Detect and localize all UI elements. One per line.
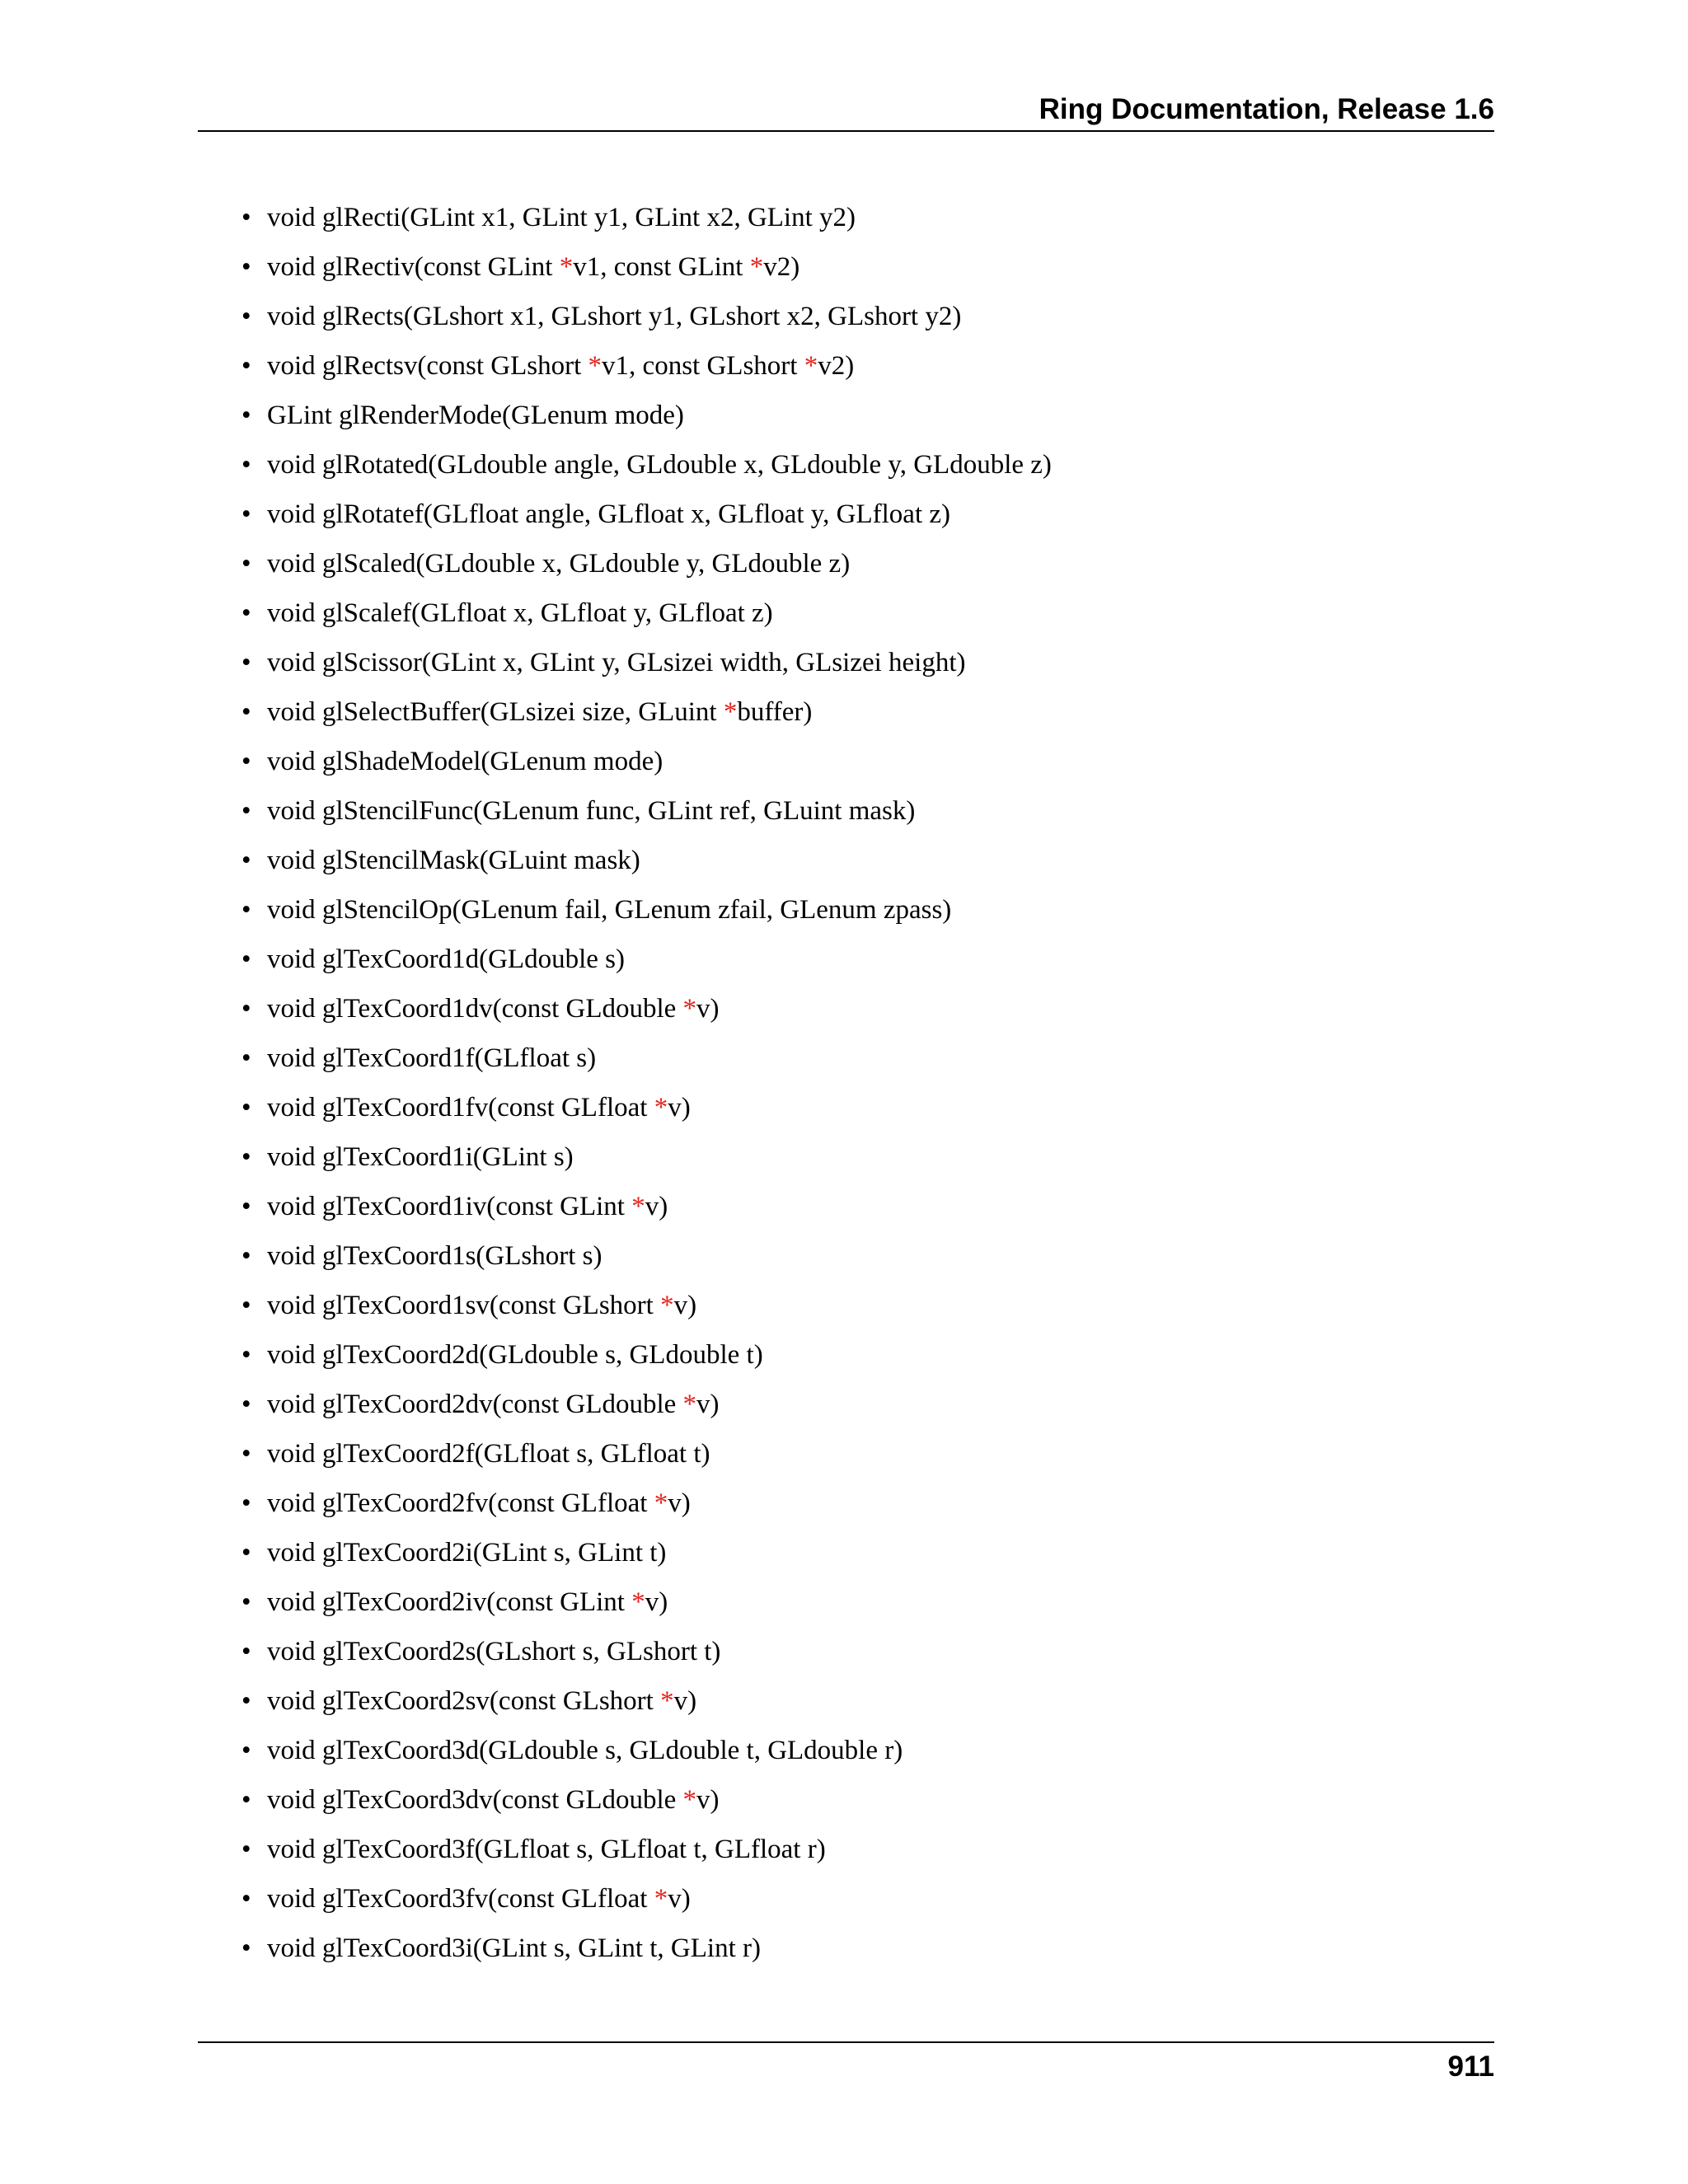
bullet-icon: • [241,499,251,529]
function-signature [267,1038,596,1079]
pointer-star: * [660,1686,674,1716]
function-signature [267,395,684,436]
signature-text: v) [696,994,720,1024]
function-signature [267,741,663,782]
bullet-icon: • [241,1093,251,1122]
signature-text: v) [668,1884,691,1914]
signature-text: void glRotatef(GLfloat angle, GLfloat x, GLfloat y, GLfloat z) [267,499,951,529]
function-signature [267,1483,691,1524]
bullet-icon: • [241,1835,251,1864]
function-signature [267,1532,666,1573]
signature-text: void glTexCoord2i(GLint s, GLint t) [267,1538,667,1568]
bullet-icon: • [241,401,251,430]
function-signature [267,790,915,832]
pointer-star: * [588,351,603,381]
bullet-icon: • [241,1933,251,1963]
bullet-icon: • [241,1340,251,1370]
pointer-star: * [631,1587,645,1617]
bullet-icon: • [241,450,251,480]
bullet-icon: • [241,1241,251,1271]
bullet-icon: • [241,1439,251,1469]
bullet-icon: • [241,252,251,282]
signature-text: void glTexCoord2fv(const GLfloat [267,1488,654,1518]
signature-text: v) [668,1093,691,1122]
bullet-icon: • [241,598,251,628]
signature-text: void glTexCoord1f(GLfloat s) [267,1043,597,1073]
signature-text: void glTexCoord3fv(const GLfloat [267,1884,654,1914]
signature-text: v) [696,1390,720,1419]
bullet-icon: • [241,1043,251,1073]
signature-text: void glTexCoord1d(GLdouble s) [267,944,625,974]
bullet-icon: • [241,1785,251,1815]
page-header-title: Ring Documentation, Release 1.6 [1039,93,1494,125]
function-signature [267,296,961,337]
function-signature [267,1779,720,1821]
function-signature [267,1235,603,1277]
signature-text: void glTexCoord1sv(const GLshort [267,1291,661,1320]
bullet-icon: • [241,1538,251,1568]
function-signature [267,1087,691,1128]
signature-text: v2) [763,252,800,282]
signature-text: void glScissor(GLint x, GLint y, GLsizei width, GLsizei height) [267,648,966,677]
signature-text: void glTexCoord2d(GLdouble s, GLdouble t) [267,1340,763,1370]
bullet-icon: • [241,846,251,875]
signature-text: v1, const GLshort [602,351,804,381]
function-signature [267,1285,696,1326]
signature-text: v) [673,1686,697,1716]
function-signature [267,1631,720,1672]
signature-text: void glTexCoord3dv(const GLdouble [267,1785,683,1815]
bullet-icon: • [241,796,251,826]
bullet-icon: • [241,1142,251,1172]
function-signature [267,1582,668,1623]
pointer-star: * [654,1884,668,1914]
bullet-icon: • [241,697,251,727]
header-divider [198,130,1494,132]
bullet-icon: • [241,1488,251,1518]
signature-text: v) [673,1291,697,1320]
bullet-icon: • [241,1637,251,1666]
signature-text: void glTexCoord3d(GLdouble s, GLdouble t, GLdouble r) [267,1736,903,1765]
function-signature [267,889,951,930]
pointer-star: * [654,1488,668,1518]
signature-text: void glStencilOp(GLenum fail, GLenum zfail, GLenum zpass) [267,895,952,925]
function-signature [267,246,799,288]
signature-text: GLint glRenderMode(GLenum mode) [267,401,684,430]
bullet-icon: • [241,1736,251,1765]
signature-text: void glTexCoord1iv(const GLint [267,1192,632,1221]
bullet-icon: • [241,944,251,974]
bullet-icon: • [241,1192,251,1221]
function-signature [267,939,625,980]
function-signature [267,197,856,238]
signature-text: buffer) [737,697,813,727]
signature-text: void glScaled(GLdouble x, GLdouble y, GLdouble z) [267,549,851,579]
signature-text: void glStencilFunc(GLenum func, GLint ref, GLuint mask) [267,796,916,826]
signature-text: void glTexCoord1dv(const GLdouble [267,994,683,1024]
signature-text: void glStencilMask(GLuint mask) [267,846,640,875]
bullet-icon: • [241,1884,251,1914]
function-signature [267,1334,763,1376]
signature-text: void glTexCoord2s(GLshort s, GLshort t) [267,1637,721,1666]
signature-text: v2) [818,351,855,381]
bullet-icon: • [241,994,251,1024]
signature-text: void glTexCoord2sv(const GLshort [267,1686,661,1716]
pointer-star: * [682,1390,697,1419]
signature-text: void glTexCoord1i(GLint s) [267,1142,574,1172]
function-signature [267,1878,691,1919]
signature-text: void glSelectBuffer(GLsizei size, GLuint [267,697,724,727]
signature-text: void glRectiv(const GLint [267,252,560,282]
function-signature [267,840,640,881]
page-number: 911 [1447,2050,1494,2083]
signature-text: void glTexCoord2dv(const GLdouble [267,1390,683,1419]
pointer-star: * [654,1093,668,1122]
bullet-icon: • [241,1587,251,1617]
function-signature [267,543,850,584]
function-signature [267,691,812,733]
function-signature [267,1137,574,1178]
signature-text: v) [696,1785,720,1815]
bullet-icon: • [241,895,251,925]
signature-text: v) [668,1488,691,1518]
pointer-star: * [804,351,818,381]
signature-text: void glRotated(GLdouble angle, GLdouble x, GLdouble y, GLdouble z) [267,450,1052,480]
pointer-star: * [749,252,764,282]
pointer-star: * [631,1192,645,1221]
signature-text: void glTexCoord3f(GLfloat s, GLfloat t, GLfloat r) [267,1835,826,1864]
signature-text: void glTexCoord3i(GLint s, GLint t, GLint r) [267,1933,761,1963]
function-signature [267,444,1052,485]
signature-text: void glRecti(GLint x1, GLint y1, GLint x2, GLint y2) [267,203,856,232]
signature-text: v1, const GLint [573,252,750,282]
bullet-icon: • [241,549,251,579]
bullet-icon: • [241,747,251,776]
signature-text: void glTexCoord1s(GLshort s) [267,1241,603,1271]
signature-text: v) [645,1587,668,1617]
pointer-star: * [660,1291,674,1320]
signature-text: void glTexCoord2f(GLfloat s, GLfloat t) [267,1439,710,1469]
bullet-icon: • [241,1291,251,1320]
signature-text: void glScalef(GLfloat x, GLfloat y, GLfloat z) [267,598,773,628]
signature-text: v) [645,1192,668,1221]
function-signature [267,1186,668,1227]
bullet-icon: • [241,648,251,677]
bullet-icon: • [241,302,251,331]
signature-text: void glRects(GLshort x1, GLshort y1, GLshort x2, GLshort y2) [267,302,962,331]
function-signature [267,345,854,387]
pointer-star: * [682,994,697,1024]
signature-text: void glTexCoord2iv(const GLint [267,1587,632,1617]
function-signature [267,642,966,683]
function-signature [267,1730,903,1771]
signature-text: void glTexCoord1fv(const GLfloat [267,1093,654,1122]
signature-text: void glShadeModel(GLenum mode) [267,747,663,776]
pointer-star: * [723,697,738,727]
function-signature [267,988,720,1029]
bullet-icon: • [241,1686,251,1716]
function-signature [267,593,773,634]
bullet-icon: • [241,351,251,381]
function-signature [267,1384,720,1425]
signature-text: void glRectsv(const GLshort [267,351,588,381]
bullet-icon: • [241,203,251,232]
footer-divider [198,2041,1494,2043]
function-signature [267,1829,826,1870]
function-signature [267,1928,761,1969]
bullet-icon: • [241,1390,251,1419]
function-signature [267,1680,696,1722]
pointer-star: * [559,252,574,282]
function-signature [267,1433,710,1474]
pointer-star: * [682,1785,697,1815]
function-signature [267,494,950,535]
